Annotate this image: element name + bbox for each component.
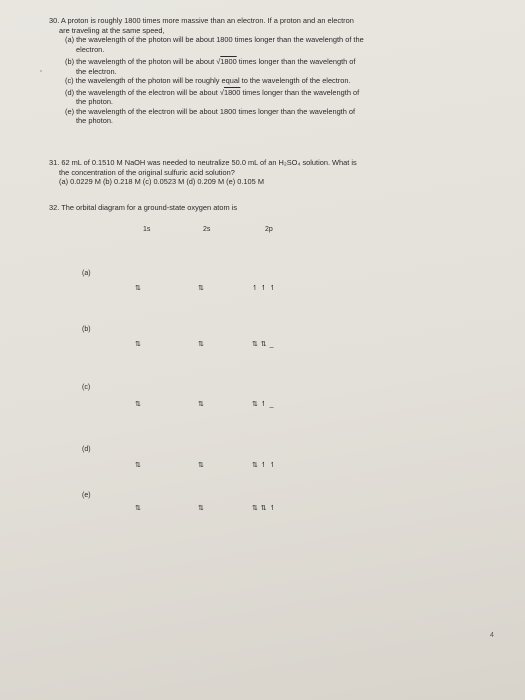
q30-b-pre: (b) the wavelength of the photon will be about √ (65, 57, 221, 66)
q31-choices: (a) 0.0229 M (b) 0.218 M (c) 0.0523 M (d) 0.209 M (e) 0.105 M (59, 177, 264, 186)
row-e-1s: ⇅ (135, 505, 142, 512)
q30-stem-1: 30. A proton is roughly 1800 times more massive than an electron. If a proton and an electron (49, 16, 354, 25)
q30-d-pre: (d) the wavelength of the electron will be about √ (65, 87, 224, 97)
question-32 (49, 203, 237, 213)
q30-choice-d (49, 88, 364, 98)
speck (40, 70, 42, 72)
row-c-label: (c) (82, 384, 91, 391)
header-1s: 1s (143, 226, 151, 233)
row-b-1s: ⇅ (135, 341, 142, 348)
q30-b-radicand: 1800 (220, 57, 237, 66)
q30-choice-c: (c) the wavelength of the photon will be roughly equal to the wavelength of the electron. (65, 76, 351, 85)
row-a-2p: ↿ ↿ ↿ (252, 285, 276, 292)
row-a-1s: ⇅ (135, 285, 142, 292)
row-a-2s: ⇅ (198, 285, 205, 292)
q30-choice-b (49, 57, 364, 67)
row-c-2p: ⇅ ↿ _ (252, 401, 275, 408)
row-b-2s: ⇅ (198, 341, 205, 348)
header-2s: 2s (203, 226, 211, 233)
row-d-2p: ⇅ ↿ ↿ (252, 462, 276, 469)
row-e-2p: ⇅ ⇅ ↿ (252, 505, 276, 512)
q31-stem-1: 31. 62 mL of 0.1510 M NaOH was needed to neutralize 50.0 mL of an H₂SO₄ solution. What is (49, 158, 357, 167)
question-31 (49, 158, 357, 187)
q30-stem-2: are traveling at the same speed, (59, 25, 165, 35)
q30-choice-b-cont: the electron. (76, 66, 117, 76)
row-d-1s: ⇅ (135, 462, 142, 469)
row-e-2s: ⇅ (198, 505, 205, 512)
q30-choice-a: (a) the wavelength of the photon will be about 1800 times longer than the wavelength of the (65, 35, 364, 44)
q32-stem: 32. The orbital diagram for a ground-state oxygen atom is (49, 203, 238, 212)
q30-choice-e: (e) the wavelength of the electron will be about 1800 times longer than the wavelength of (65, 106, 356, 116)
row-c-1s: ⇅ (135, 401, 142, 408)
row-c-2s: ⇅ (198, 401, 205, 408)
row-d-2s: ⇅ (198, 462, 205, 469)
row-b-label: (b) (82, 326, 91, 333)
row-e-label: (e) (82, 492, 91, 499)
question-30 (49, 16, 364, 126)
row-b-2p: ⇅ ⇅ _ (252, 341, 275, 348)
q30-d-post: times longer than the wavelength of (240, 87, 360, 97)
row-a-label: (a) (82, 270, 91, 277)
row-d-label: (d) (82, 446, 91, 453)
q30-choice-e-cont: the photon. (76, 116, 113, 125)
q30-choice-d-cont: the photon. (76, 97, 113, 106)
q30-b-post: times longer than the wavelength of (236, 57, 356, 66)
q31-stem-2: the concentration of the original sulfuric acid solution? (59, 167, 235, 177)
q30-choice-a-cont: electron. (76, 44, 105, 54)
page-number: 4 (490, 632, 494, 639)
header-2p: 2p (265, 226, 273, 233)
q30-d-radicand: 1800 (223, 87, 241, 97)
